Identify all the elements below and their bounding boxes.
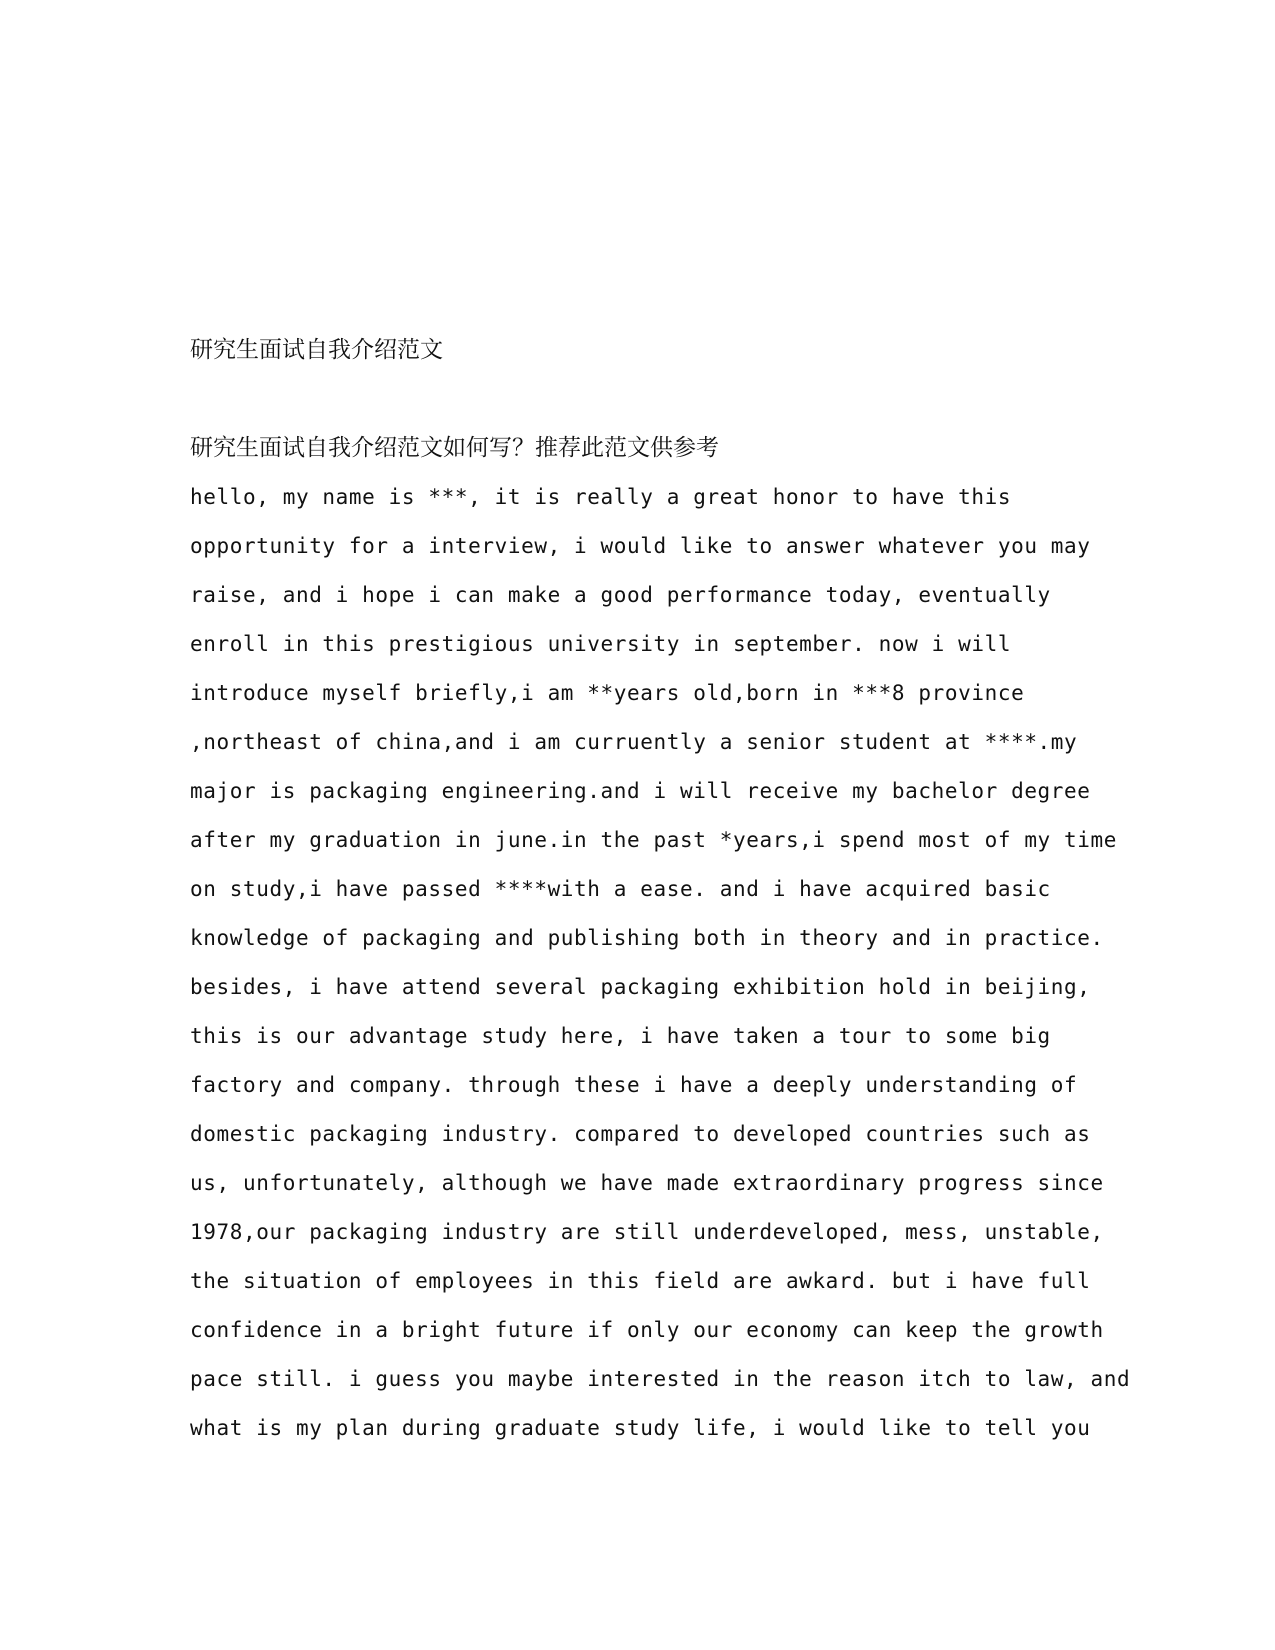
- body-line: after my graduation in june.in the past *years,i spend most of my time: [190, 828, 1118, 852]
- body-line: what is my plan during graduate study life, i would like to tell you: [190, 1416, 1091, 1440]
- body-line: factory and company. through these i have a deeply understanding of: [190, 1073, 1078, 1097]
- body-line: confidence in a bright future if only our economy can keep the growth: [190, 1318, 1104, 1342]
- document-subtitle: 研究生面试自我介绍范文如何写？推荐此范文供参考: [190, 435, 719, 461]
- document-title: 研究生面试自我介绍范文: [190, 337, 443, 363]
- body-line: introduce myself briefly,i am **years old,born in ***8 province: [190, 681, 1025, 705]
- body-line: the situation of employees in this field are awkard. but i have full: [190, 1269, 1091, 1293]
- body-line: knowledge of packaging and publishing both in theory and in practice.: [190, 926, 1104, 950]
- body-line: 1978,our packaging industry are still underdeveloped, mess, unstable,: [190, 1220, 1104, 1244]
- body-line: domestic packaging industry. compared to developed countries such as: [190, 1122, 1091, 1146]
- body-line: besides, i have attend several packaging exhibition hold in beijing,: [190, 975, 1091, 999]
- body-line: enroll in this prestigious university in september. now i will: [190, 632, 1012, 656]
- body-line: this is our advantage study here, i have taken a tour to some big: [190, 1024, 1051, 1048]
- body-line: major is packaging engineering.and i will receive my bachelor degree: [190, 779, 1091, 803]
- body-line: us, unfortunately, although we have made extraordinary progress since: [190, 1171, 1104, 1195]
- body-line: opportunity for a interview, i would like to answer whatever you may: [190, 534, 1091, 558]
- body-line: on study,i have passed ****with a ease. and i have acquired basic: [190, 877, 1051, 901]
- body-line: hello, my name is ***, it is really a great honor to have this: [190, 485, 1012, 509]
- body-line: ,northeast of china,and i am curruently a senior student at ****.my: [190, 730, 1078, 754]
- document-body: [190, 482, 1131, 1462]
- body-line: pace still. i guess you maybe interested in the reason itch to law, and: [190, 1367, 1131, 1391]
- body-line: raise, and i hope i can make a good performance today, eventually: [190, 583, 1051, 607]
